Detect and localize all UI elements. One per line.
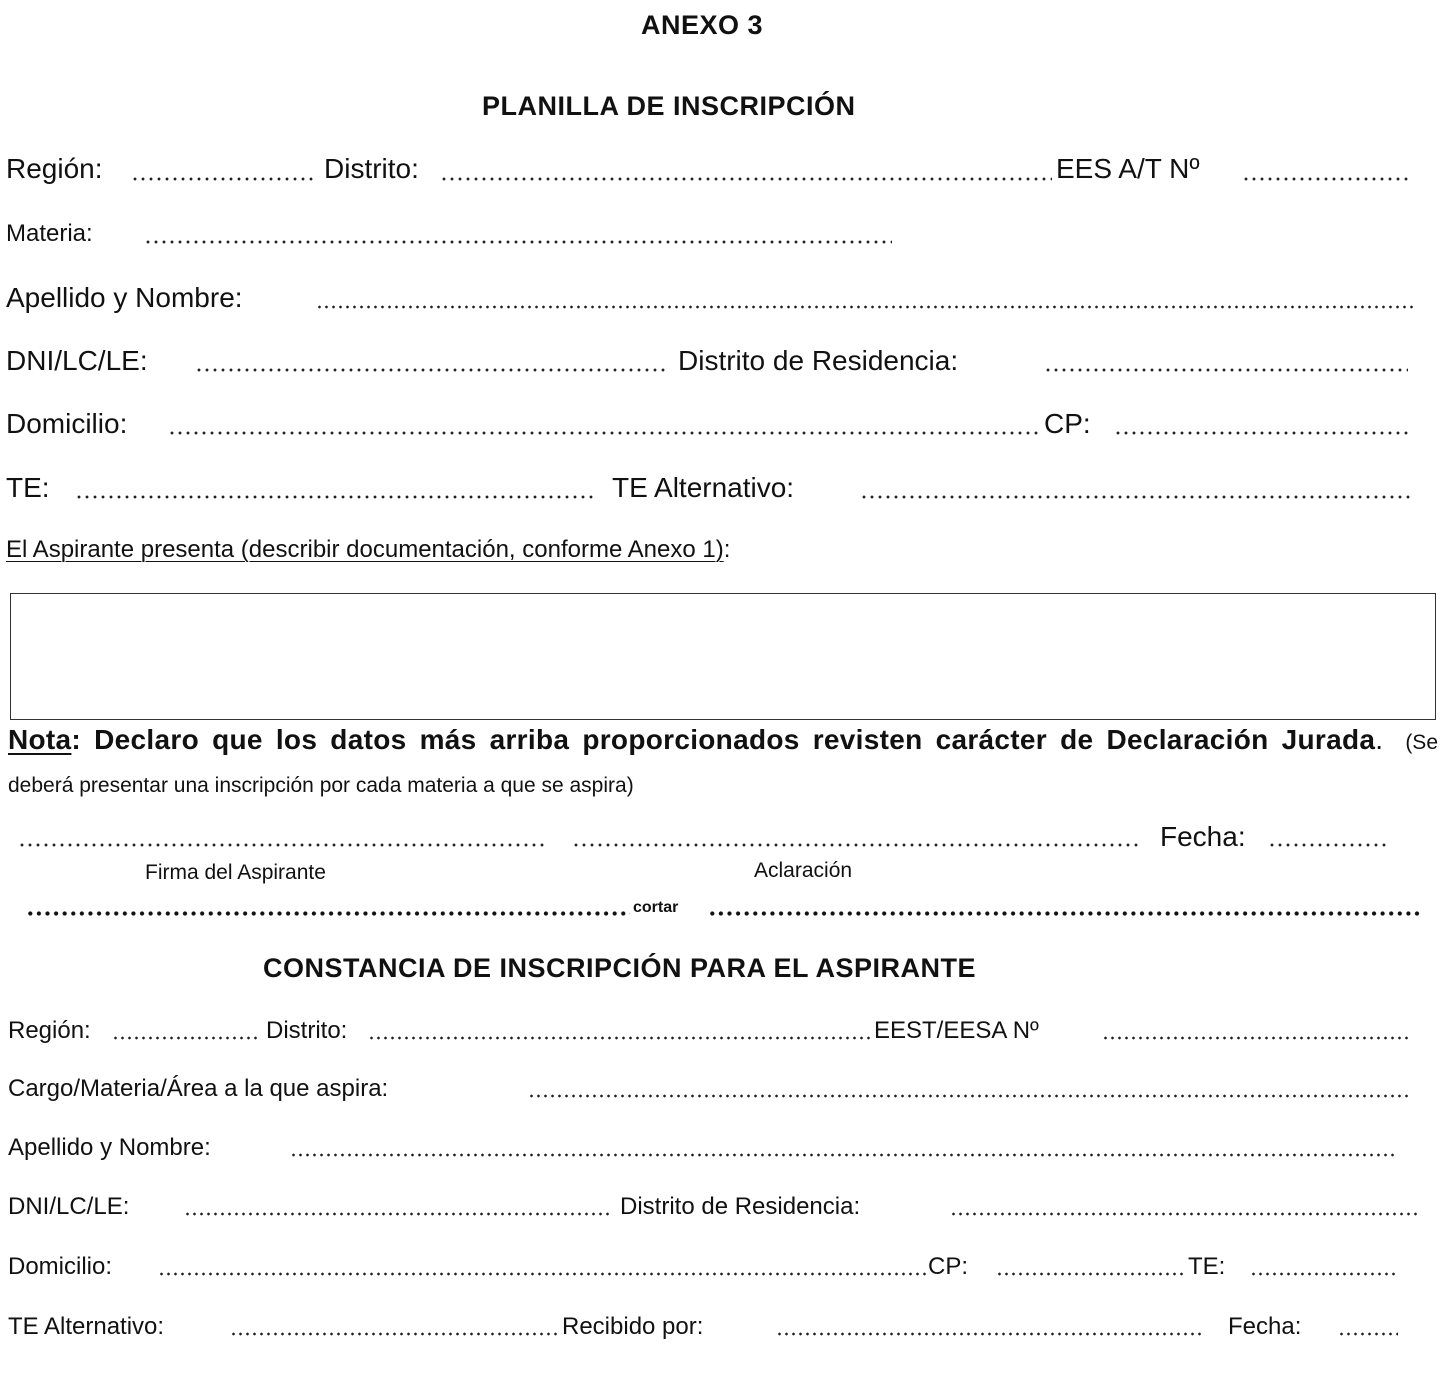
receipt-fecha-field[interactable]: [1338, 1332, 1398, 1336]
domicilio-field[interactable]: [168, 431, 1040, 435]
firma-field[interactable]: [18, 843, 548, 847]
signature-fecha-field[interactable]: [1268, 843, 1386, 847]
receipt-recibido-label: Recibido por:: [562, 1313, 704, 1340]
ees-field[interactable]: [1242, 177, 1410, 181]
documentation-label-text: El Aspirante presenta (describir documentación, conforme Anexo 1): [6, 536, 724, 563]
ees-label: EES A/T Nº: [1056, 153, 1200, 184]
cut-label: cortar: [633, 899, 679, 916]
receipt-cargo-label: Cargo/Materia/Área a la que aspira:: [8, 1075, 389, 1102]
materia-label: Materia:: [6, 220, 93, 247]
domicilio-label: Domicilio:: [6, 408, 128, 439]
aclaracion-field[interactable]: [572, 843, 1138, 847]
receipt-region-field[interactable]: [112, 1036, 258, 1040]
documentation-box[interactable]: [10, 593, 1436, 720]
receipt-distrito-field[interactable]: [368, 1036, 870, 1040]
region-field[interactable]: [131, 177, 314, 181]
cut-line-left: [26, 911, 630, 916]
receipt-cp-field[interactable]: [996, 1272, 1186, 1276]
receipt-distrito-residencia-label: Distrito de Residencia:: [620, 1193, 861, 1220]
te-field[interactable]: [75, 495, 595, 499]
signature-fecha-label: Fecha:: [1160, 821, 1246, 852]
receipt-recibido-field[interactable]: [776, 1332, 1202, 1336]
note-period: .: [1375, 724, 1384, 755]
receipt-domicilio-field[interactable]: [158, 1272, 926, 1276]
cp-label: CP:: [1044, 408, 1091, 439]
declaration-note: [8, 720, 1438, 806]
note-colon: :: [71, 724, 82, 755]
note-parenthetical: (Se deberá presentar una inscripción por cada materia a que se aspira): [8, 731, 1438, 797]
distrito-residencia-field[interactable]: [1044, 368, 1408, 372]
cp-field[interactable]: [1114, 431, 1410, 435]
receipt-te-label: TE:: [1188, 1253, 1226, 1280]
aclaracion-label: Aclaración: [754, 859, 853, 882]
receipt-distrito-residencia-field[interactable]: [950, 1212, 1418, 1216]
distrito-residencia-label: Distrito de Residencia:: [678, 345, 959, 376]
distrito-label: Distrito:: [324, 153, 419, 184]
receipt-fecha-label: Fecha:: [1228, 1313, 1302, 1340]
dni-label: DNI/LC/LE:: [6, 345, 148, 376]
receipt-cp-label: CP:: [928, 1253, 969, 1280]
apellido-field[interactable]: [316, 305, 1414, 309]
note-label: Nota: [8, 724, 72, 755]
te-alternativo-field[interactable]: [860, 495, 1412, 499]
cut-line-right: [708, 911, 1422, 916]
receipt-te-alternativo-label: TE Alternativo:: [8, 1313, 165, 1340]
materia-field[interactable]: [144, 240, 892, 244]
te-label: TE:: [6, 472, 50, 503]
documentation-label-colon: :: [723, 536, 731, 563]
receipt-dni-label: DNI/LC/LE:: [8, 1193, 130, 1220]
receipt-apellido-label: Apellido y Nombre:: [8, 1134, 211, 1161]
receipt-eest-label: EEST/EESA Nº: [874, 1017, 1039, 1044]
receipt-region-label: Región:: [8, 1017, 91, 1044]
receipt-apellido-field[interactable]: [290, 1153, 1398, 1157]
region-label: Región:: [6, 153, 103, 184]
form-title: PLANILLA DE INSCRIPCIÓN: [482, 91, 856, 121]
receipt-cargo-field[interactable]: [528, 1094, 1408, 1098]
distrito-field[interactable]: [440, 177, 1052, 181]
apellido-label: Apellido y Nombre:: [6, 282, 243, 313]
receipt-eest-field[interactable]: [1102, 1036, 1408, 1040]
note-text: Declaro que los datos más arriba proporcionados revisten carácter de Declaración Jurada: [94, 724, 1376, 755]
receipt-te-alternativo-field[interactable]: [230, 1332, 560, 1336]
receipt-domicilio-label: Domicilio:: [8, 1253, 113, 1280]
dni-field[interactable]: [195, 368, 667, 372]
annex-title: ANEXO 3: [641, 10, 764, 40]
receipt-distrito-label: Distrito:: [266, 1017, 348, 1044]
firma-label: Firma del Aspirante: [145, 861, 326, 884]
documentation-label: [6, 538, 730, 562]
te-alternativo-label: TE Alternativo:: [612, 472, 795, 503]
receipt-te-field[interactable]: [1250, 1272, 1396, 1276]
receipt-dni-field[interactable]: [184, 1212, 612, 1216]
receipt-title: CONSTANCIA DE INSCRIPCIÓN PARA EL ASPIRANTE: [263, 953, 977, 983]
